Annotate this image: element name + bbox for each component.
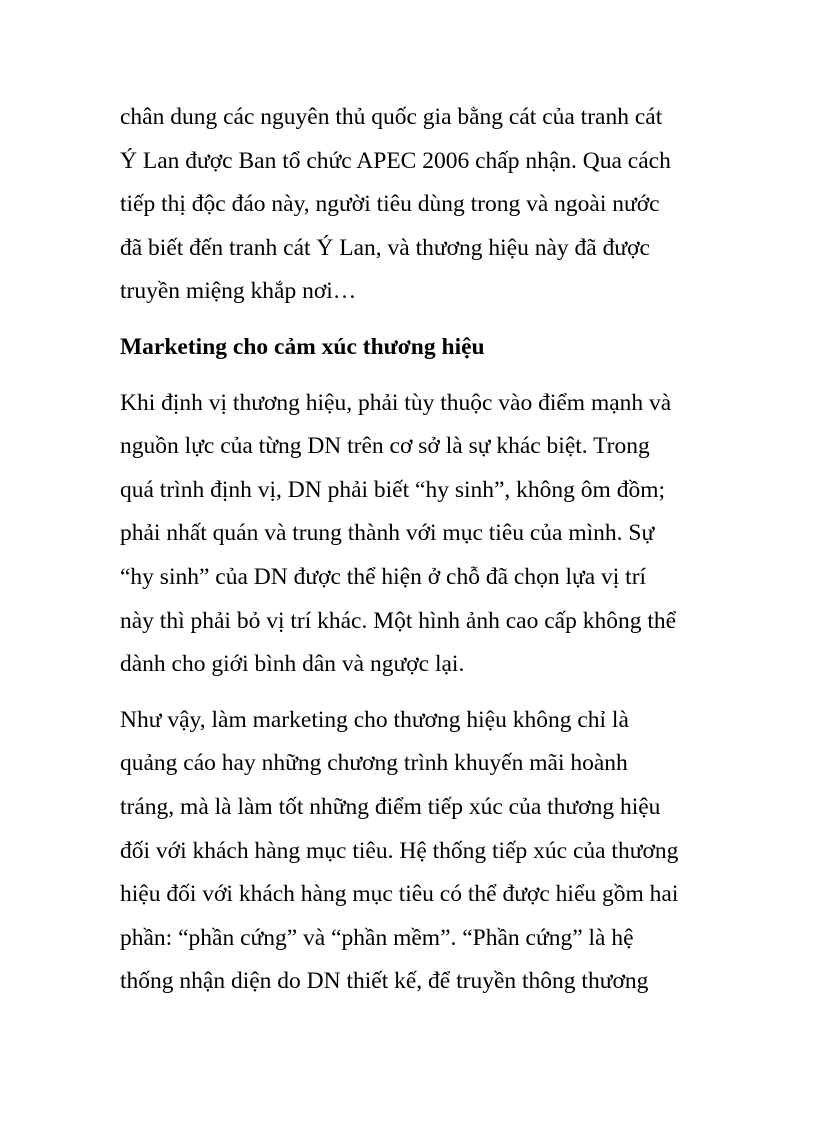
text-line: Như vậy, làm marketing cho thương hiệu không chỉ là (120, 706, 629, 733)
text-line: tiếp thị độc đáo này, người tiêu dùng trong và ngoài nước (120, 191, 660, 218)
paragraph (120, 382, 700, 687)
paragraph (120, 96, 700, 314)
text-line: truyền miệng khắp nơi… (120, 278, 357, 305)
text-line: đối với khách hàng mục tiêu. Hệ thống tiếp xúc của thương (120, 837, 679, 864)
text-line: thống nhận diện do DN thiết kế, để truyền thông thương (120, 968, 649, 995)
text-line: Ý Lan được Ban tổ chức APEC 2006 chấp nhận. Qua cách (120, 147, 671, 174)
text-line: dành cho giới bình dân và ngược lại. (120, 651, 465, 678)
text-line: đã biết đến tranh cát Ý Lan, và thương hiệu này đã được (120, 234, 650, 261)
text-line: chân dung các nguyên thủ quốc gia bằng cát của tranh cát (120, 104, 663, 130)
text-line: phải nhất quán và trung thành với mục tiêu của mình. Sự (120, 520, 655, 547)
text-line: quảng cáo hay những chương trình khuyến mãi hoành (120, 750, 628, 777)
paragraph (120, 699, 700, 1004)
text-line: hiệu đối với khách hàng mục tiêu có thể được hiểu gồm hai (120, 881, 679, 908)
text-line: quá trình định vị, DN phải biết “hy sinh”, không ôm đồm; (120, 476, 666, 503)
document-body (120, 96, 700, 1004)
text-line: phần: “phần cứng” và “phần mềm”. “Phần cứng” là hệ (120, 924, 634, 951)
text-line: “hy sinh” của DN được thể hiện ở chỗ đã chọn lựa vị trí (120, 563, 647, 590)
section-heading: Marketing cho cảm xúc thương hiệu (120, 333, 485, 360)
text-line: Khi định vị thương hiệu, phải tùy thuộc vào điểm mạnh và (120, 389, 672, 416)
text-line: nguồn lực của từng DN trên cơ sở là sự khác biệt. Trong (120, 433, 650, 460)
text-line: này thì phải bỏ vị trí khác. Một hình ảnh cao cấp không thể (120, 607, 677, 634)
text-line: tráng, mà là làm tốt những điểm tiếp xúc của thương hiệu (120, 793, 661, 820)
